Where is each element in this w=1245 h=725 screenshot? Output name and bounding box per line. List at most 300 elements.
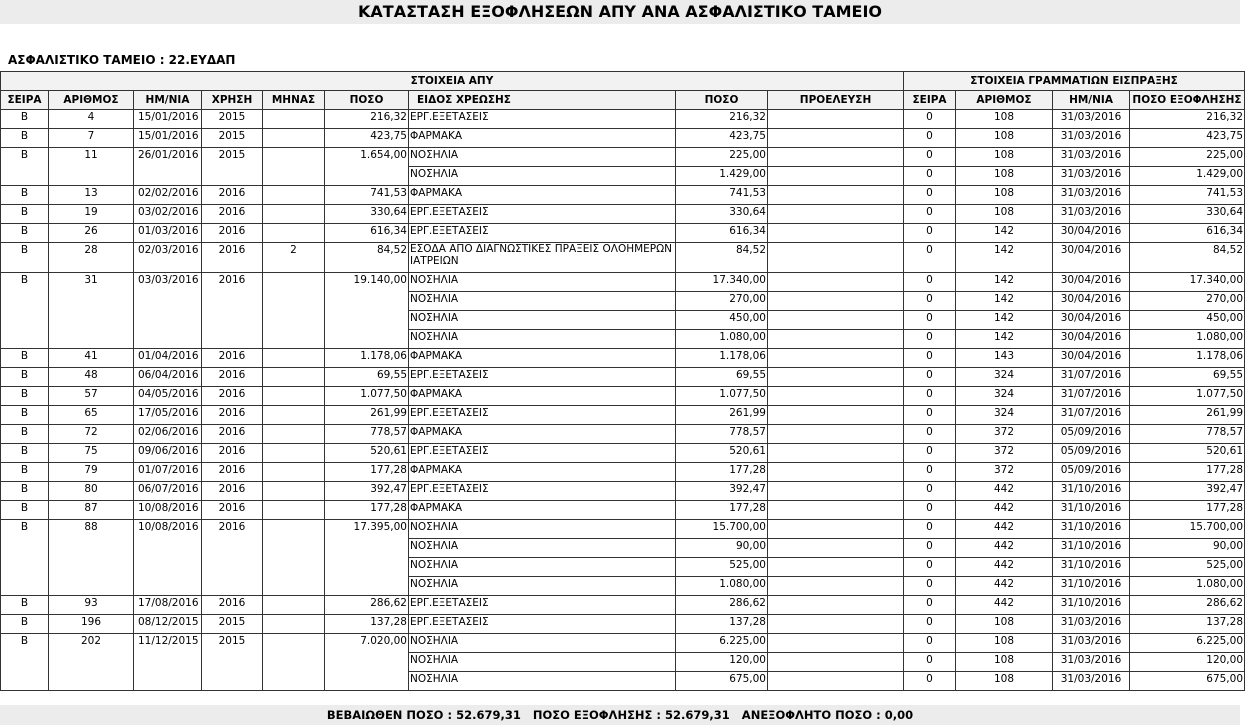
cell-line-amount: 330,64 (676, 205, 768, 224)
cell-origin (768, 520, 904, 539)
table-row (1, 129, 1245, 148)
cell-line-amount: 216,32 (676, 110, 768, 129)
cell-date: 06/07/2016 (134, 482, 202, 501)
cell-receipt-date: 31/03/2016 (1053, 615, 1130, 634)
cell-receipt-number: 108 (956, 653, 1053, 672)
cell-charge-type: ΕΡΓ.ΕΞΕΤΑΣΕΙΣ (409, 444, 676, 463)
cell-origin (768, 501, 904, 520)
cell-origin (768, 653, 904, 672)
cell-origin (768, 110, 904, 129)
cell-poso: 392,47 (325, 482, 409, 501)
cell-receipt-date: 31/03/2016 (1053, 653, 1130, 672)
cell-charge-type: ΕΡΓ.ΕΞΕΤΑΣΕΙΣ (409, 368, 676, 387)
cell-minas (263, 205, 325, 224)
cell-charge-type: ΕΣΟΔΑ ΑΠΟ ΔΙΑΓΝΩΣΤΙΚΕΣ ΠΡΑΞΕΙΣ ΟΛΟΗΜΕΡΩΝ ΙΑΤΡΕΙΩΝ (409, 243, 676, 273)
cell-arithmos: 7 (49, 129, 134, 148)
cell-receipt-date: 31/03/2016 (1053, 148, 1130, 167)
cell-seira: B (1, 596, 49, 615)
cell-arithmos: 4 (49, 110, 134, 129)
cell-receipt-date: 30/04/2016 (1053, 273, 1130, 292)
cell-minas (263, 615, 325, 634)
cell-minas (263, 349, 325, 368)
cell-line-amount: 6.225,00 (676, 634, 768, 653)
cell-receipt-seira: 0 (904, 425, 956, 444)
cell-origin (768, 672, 904, 691)
cell-seira: B (1, 425, 49, 444)
cell-origin (768, 482, 904, 501)
cell-paid-amount: 675,00 (1130, 672, 1245, 691)
col-header: ΠΟΣΟ (325, 91, 409, 110)
cell-receipt-seira: 0 (904, 558, 956, 577)
cell-origin (768, 349, 904, 368)
cell-paid-amount: 616,34 (1130, 224, 1245, 243)
cell-line-amount: 177,28 (676, 463, 768, 482)
cell-line-amount: 1.429,00 (676, 167, 768, 186)
cell-receipt-seira: 0 (904, 482, 956, 501)
cell-receipt-seira: 0 (904, 501, 956, 520)
cell-minas (263, 596, 325, 615)
group-header-apy: ΣΤΟΙΧΕΙΑ ΑΠΥ (1, 72, 904, 91)
cell-poso: 330,64 (325, 205, 409, 224)
cell-receipt-date: 31/10/2016 (1053, 577, 1130, 596)
cell-seira: B (1, 205, 49, 224)
cell-line-amount: 778,57 (676, 425, 768, 444)
cell-receipt-seira: 0 (904, 205, 956, 224)
cell-receipt-seira: 0 (904, 634, 956, 653)
table-row (1, 186, 1245, 205)
cell-line-amount: 741,53 (676, 186, 768, 205)
cell-date: 08/12/2015 (134, 615, 202, 634)
cell-minas (263, 501, 325, 520)
cell-receipt-date: 31/10/2016 (1053, 482, 1130, 501)
cell-xrisi: 2015 (202, 615, 263, 634)
cell-charge-type: ΕΡΓ.ΕΞΕΤΑΣΕΙΣ (409, 615, 676, 634)
cell-arithmos: 41 (49, 349, 134, 368)
cell-date: 06/04/2016 (134, 368, 202, 387)
cell-xrisi: 2016 (202, 243, 263, 273)
cell-minas (263, 520, 325, 596)
cell-poso: 1.077,50 (325, 387, 409, 406)
cell-line-amount: 616,34 (676, 224, 768, 243)
cell-charge-type: ΝΟΣΗΛΙΑ (409, 634, 676, 653)
cell-arithmos: 72 (49, 425, 134, 444)
cell-charge-type: ΝΟΣΗΛΙΑ (409, 539, 676, 558)
cell-line-amount: 423,75 (676, 129, 768, 148)
cell-receipt-seira: 0 (904, 539, 956, 558)
cell-paid-amount: 778,57 (1130, 425, 1245, 444)
cell-receipt-seira: 0 (904, 243, 956, 273)
cell-receipt-number: 108 (956, 129, 1053, 148)
cell-xrisi: 2016 (202, 482, 263, 501)
cell-xrisi: 2016 (202, 205, 263, 224)
cell-poso: 778,57 (325, 425, 409, 444)
cell-origin (768, 186, 904, 205)
col-header: ΠΟΣΟ ΕΞΟΦΛΗΣΗΣ (1130, 91, 1245, 110)
cell-arithmos: 28 (49, 243, 134, 273)
cell-line-amount: 1.178,06 (676, 349, 768, 368)
cell-receipt-seira: 0 (904, 596, 956, 615)
cell-xrisi: 2016 (202, 349, 263, 368)
cell-receipt-number: 142 (956, 273, 1053, 292)
cell-receipt-date: 31/03/2016 (1053, 167, 1130, 186)
table-row (1, 205, 1245, 224)
cell-receipt-date: 31/10/2016 (1053, 539, 1130, 558)
cell-receipt-date: 31/03/2016 (1053, 129, 1130, 148)
cell-minas (263, 425, 325, 444)
cell-poso: 741,53 (325, 186, 409, 205)
cell-seira: B (1, 186, 49, 205)
cell-minas: 2 (263, 243, 325, 273)
cell-date: 02/03/2016 (134, 243, 202, 273)
cell-xrisi: 2015 (202, 634, 263, 691)
paid-amount: ΠΟΣΟ ΕΞΟΦΛΗΣΗΣ : 52.679,31 (532, 708, 730, 722)
cell-receipt-date: 31/10/2016 (1053, 596, 1130, 615)
cell-paid-amount: 216,32 (1130, 110, 1245, 129)
cell-charge-type: ΕΡΓ.ΕΞΕΤΑΣΕΙΣ (409, 482, 676, 501)
cell-receipt-seira: 0 (904, 653, 956, 672)
cell-xrisi: 2016 (202, 387, 263, 406)
cell-origin (768, 634, 904, 653)
fund-label: ΑΣΦΑΛΙΣΤΙΚΟ ΤΑΜΕΙΟ : 22.ΕΥΔΑΠ (8, 53, 236, 67)
cell-receipt-date: 31/07/2016 (1053, 387, 1130, 406)
cell-origin (768, 463, 904, 482)
cell-receipt-number: 142 (956, 292, 1053, 311)
cell-date: 01/04/2016 (134, 349, 202, 368)
table-row (1, 349, 1245, 368)
cell-receipt-number: 108 (956, 205, 1053, 224)
cell-charge-type: ΕΡΓ.ΕΞΕΤΑΣΕΙΣ (409, 110, 676, 129)
cell-origin (768, 330, 904, 349)
cell-receipt-number: 324 (956, 406, 1053, 425)
cell-date: 03/03/2016 (134, 273, 202, 349)
cell-paid-amount: 270,00 (1130, 292, 1245, 311)
table-row (1, 634, 1245, 653)
cell-receipt-number: 142 (956, 224, 1053, 243)
cell-minas (263, 129, 325, 148)
cell-paid-amount: 177,28 (1130, 463, 1245, 482)
cell-arithmos: 196 (49, 615, 134, 634)
cell-date: 01/03/2016 (134, 224, 202, 243)
table-row (1, 273, 1245, 292)
cell-origin (768, 615, 904, 634)
cell-receipt-seira: 0 (904, 615, 956, 634)
cell-xrisi: 2016 (202, 186, 263, 205)
cell-line-amount: 675,00 (676, 672, 768, 691)
cell-receipt-number: 442 (956, 501, 1053, 520)
cell-charge-type: ΝΟΣΗΛΙΑ (409, 577, 676, 596)
col-header: ΗΜ/ΝΙΑ (1053, 91, 1130, 110)
cell-charge-type: ΦΑΡΜΑΚΑ (409, 129, 676, 148)
cell-receipt-number: 142 (956, 243, 1053, 273)
cell-receipt-date: 05/09/2016 (1053, 463, 1130, 482)
cell-paid-amount: 330,64 (1130, 205, 1245, 224)
cell-paid-amount: 69,55 (1130, 368, 1245, 387)
cell-poso: 177,28 (325, 463, 409, 482)
cell-origin (768, 167, 904, 186)
cell-line-amount: 177,28 (676, 501, 768, 520)
cell-poso: 261,99 (325, 406, 409, 425)
cell-charge-type: ΝΟΣΗΛΙΑ (409, 330, 676, 349)
cell-minas (263, 463, 325, 482)
cell-charge-type: ΝΟΣΗΛΙΑ (409, 148, 676, 167)
cell-xrisi: 2016 (202, 368, 263, 387)
cell-origin (768, 596, 904, 615)
cell-arithmos: 79 (49, 463, 134, 482)
cell-seira: B (1, 349, 49, 368)
cell-seira: B (1, 482, 49, 501)
cell-receipt-seira: 0 (904, 577, 956, 596)
cell-receipt-date: 30/04/2016 (1053, 224, 1130, 243)
col-header: ΠΡΟΕΛΕΥΣΗ (768, 91, 904, 110)
cell-poso: 520,61 (325, 444, 409, 463)
cell-paid-amount: 450,00 (1130, 311, 1245, 330)
cell-poso: 1.654,00 (325, 148, 409, 186)
cell-paid-amount: 17.340,00 (1130, 273, 1245, 292)
cell-receipt-seira: 0 (904, 463, 956, 482)
cell-seira: B (1, 273, 49, 349)
cell-minas (263, 273, 325, 349)
cell-minas (263, 387, 325, 406)
cell-origin (768, 387, 904, 406)
cell-minas (263, 406, 325, 425)
table-row (1, 463, 1245, 482)
cell-charge-type: ΝΟΣΗΛΙΑ (409, 653, 676, 672)
cell-paid-amount: 177,28 (1130, 501, 1245, 520)
cell-receipt-number: 108 (956, 672, 1053, 691)
cell-minas (263, 110, 325, 129)
cell-paid-amount: 1.080,00 (1130, 577, 1245, 596)
cell-date: 02/06/2016 (134, 425, 202, 444)
cell-origin (768, 243, 904, 273)
cell-receipt-date: 31/03/2016 (1053, 634, 1130, 653)
cell-charge-type: ΕΡΓ.ΕΞΕΤΑΣΕΙΣ (409, 596, 676, 615)
cell-paid-amount: 1.080,00 (1130, 330, 1245, 349)
cell-charge-type: ΦΑΡΜΑΚΑ (409, 463, 676, 482)
cell-line-amount: 17.340,00 (676, 273, 768, 292)
cell-charge-type: ΝΟΣΗΛΙΑ (409, 311, 676, 330)
cell-receipt-seira: 0 (904, 330, 956, 349)
cell-date: 17/08/2016 (134, 596, 202, 615)
cell-origin (768, 129, 904, 148)
cell-minas (263, 444, 325, 463)
cell-seira: B (1, 501, 49, 520)
cell-receipt-seira: 0 (904, 349, 956, 368)
table-row (1, 406, 1245, 425)
cell-receipt-date: 30/04/2016 (1053, 311, 1130, 330)
cell-poso: 177,28 (325, 501, 409, 520)
cell-receipt-number: 442 (956, 520, 1053, 539)
cell-paid-amount: 392,47 (1130, 482, 1245, 501)
cell-receipt-seira: 0 (904, 167, 956, 186)
cell-date: 15/01/2016 (134, 129, 202, 148)
cell-minas (263, 482, 325, 501)
cell-paid-amount: 1.077,50 (1130, 387, 1245, 406)
cell-seira: B (1, 463, 49, 482)
cell-receipt-number: 372 (956, 463, 1053, 482)
col-header: ΕΙΔΟΣ ΧΡΕΩΣΗΣ (409, 91, 676, 110)
cell-receipt-number: 108 (956, 634, 1053, 653)
cell-seira: B (1, 634, 49, 691)
cell-arithmos: 93 (49, 596, 134, 615)
cell-origin (768, 311, 904, 330)
cell-line-amount: 69,55 (676, 368, 768, 387)
cell-receipt-number: 442 (956, 577, 1053, 596)
table-row (1, 615, 1245, 634)
col-header: ΑΡΙΘΜΟΣ (49, 91, 134, 110)
table-row (1, 243, 1245, 273)
cell-date: 04/05/2016 (134, 387, 202, 406)
cell-receipt-seira: 0 (904, 444, 956, 463)
cell-receipt-date: 30/04/2016 (1053, 292, 1130, 311)
cell-minas (263, 186, 325, 205)
cell-charge-type: ΦΑΡΜΑΚΑ (409, 186, 676, 205)
table-row (1, 501, 1245, 520)
cell-receipt-number: 108 (956, 110, 1053, 129)
cell-xrisi: 2016 (202, 520, 263, 596)
cell-receipt-number: 372 (956, 444, 1053, 463)
cell-line-amount: 286,62 (676, 596, 768, 615)
cell-receipt-seira: 0 (904, 672, 956, 691)
cell-date: 09/06/2016 (134, 444, 202, 463)
cell-receipt-number: 142 (956, 311, 1053, 330)
table-row (1, 387, 1245, 406)
col-header: ΠΟΣΟ (676, 91, 768, 110)
cell-arithmos: 57 (49, 387, 134, 406)
cell-line-amount: 270,00 (676, 292, 768, 311)
cell-minas (263, 368, 325, 387)
cell-paid-amount: 137,28 (1130, 615, 1245, 634)
cell-receipt-date: 31/03/2016 (1053, 672, 1130, 691)
cell-line-amount: 1.080,00 (676, 577, 768, 596)
cell-receipt-number: 108 (956, 186, 1053, 205)
cell-poso: 7.020,00 (325, 634, 409, 691)
cell-paid-amount: 1.178,06 (1130, 349, 1245, 368)
confirmed-amount: ΒΕΒΑΙΩΘΕΝ ΠΟΣΟ : 52.679,31 (326, 708, 521, 722)
cell-line-amount: 84,52 (676, 243, 768, 273)
cell-poso: 423,75 (325, 129, 409, 148)
cell-receipt-number: 143 (956, 349, 1053, 368)
cell-seira: B (1, 444, 49, 463)
cell-date: 17/05/2016 (134, 406, 202, 425)
cell-receipt-number: 108 (956, 167, 1053, 186)
cell-seira: B (1, 368, 49, 387)
cell-receipt-date: 31/10/2016 (1053, 558, 1130, 577)
table-row (1, 110, 1245, 129)
cell-charge-type: ΝΟΣΗΛΙΑ (409, 672, 676, 691)
cell-receipt-date: 31/03/2016 (1053, 110, 1130, 129)
cell-receipt-date: 30/04/2016 (1053, 349, 1130, 368)
cell-origin (768, 205, 904, 224)
cell-arithmos: 202 (49, 634, 134, 691)
cell-xrisi: 2016 (202, 224, 263, 243)
cell-arithmos: 11 (49, 148, 134, 186)
cell-paid-amount: 120,00 (1130, 653, 1245, 672)
cell-line-amount: 15.700,00 (676, 520, 768, 539)
cell-receipt-seira: 0 (904, 129, 956, 148)
cell-date: 02/02/2016 (134, 186, 202, 205)
cell-poso: 17.395,00 (325, 520, 409, 596)
cell-arithmos: 80 (49, 482, 134, 501)
cell-charge-type: ΕΡΓ.ΕΞΕΤΑΣΕΙΣ (409, 205, 676, 224)
cell-receipt-number: 442 (956, 558, 1053, 577)
cell-receipt-seira: 0 (904, 273, 956, 292)
table-row (1, 425, 1245, 444)
cell-paid-amount: 15.700,00 (1130, 520, 1245, 539)
cell-origin (768, 273, 904, 292)
col-header: ΣΕΙΡΑ (904, 91, 956, 110)
cell-arithmos: 31 (49, 273, 134, 349)
cell-xrisi: 2016 (202, 463, 263, 482)
cell-receipt-seira: 0 (904, 368, 956, 387)
cell-charge-type: ΦΑΡΜΑΚΑ (409, 349, 676, 368)
cell-receipt-seira: 0 (904, 292, 956, 311)
cell-line-amount: 1.080,00 (676, 330, 768, 349)
cell-receipt-date: 30/04/2016 (1053, 243, 1130, 273)
cell-xrisi: 2016 (202, 501, 263, 520)
table-row (1, 224, 1245, 243)
cell-xrisi: 2016 (202, 406, 263, 425)
cell-paid-amount: 225,00 (1130, 148, 1245, 167)
cell-receipt-seira: 0 (904, 148, 956, 167)
table-row (1, 444, 1245, 463)
cell-xrisi: 2016 (202, 425, 263, 444)
cell-paid-amount: 90,00 (1130, 539, 1245, 558)
cell-origin (768, 539, 904, 558)
cell-charge-type: ΝΟΣΗΛΙΑ (409, 273, 676, 292)
cell-receipt-number: 108 (956, 615, 1053, 634)
cell-origin (768, 558, 904, 577)
cell-arithmos: 13 (49, 186, 134, 205)
cell-paid-amount: 525,00 (1130, 558, 1245, 577)
cell-origin (768, 425, 904, 444)
cell-charge-type: ΦΑΡΜΑΚΑ (409, 387, 676, 406)
cell-line-amount: 261,99 (676, 406, 768, 425)
cell-line-amount: 225,00 (676, 148, 768, 167)
table-row (1, 596, 1245, 615)
cell-minas (263, 634, 325, 691)
cell-origin (768, 406, 904, 425)
cell-minas (263, 224, 325, 243)
cell-charge-type: ΦΑΡΜΑΚΑ (409, 501, 676, 520)
cell-receipt-number: 442 (956, 539, 1053, 558)
cell-seira: B (1, 520, 49, 596)
cell-poso: 616,34 (325, 224, 409, 243)
cell-poso: 137,28 (325, 615, 409, 634)
cell-seira: B (1, 224, 49, 243)
payments-table (0, 71, 1245, 691)
cell-line-amount: 520,61 (676, 444, 768, 463)
cell-arithmos: 75 (49, 444, 134, 463)
cell-date: 03/02/2016 (134, 205, 202, 224)
cell-charge-type: ΝΟΣΗΛΙΑ (409, 167, 676, 186)
cell-receipt-date: 31/07/2016 (1053, 368, 1130, 387)
col-header: ΜΗΝΑΣ (263, 91, 325, 110)
cell-charge-type: ΕΡΓ.ΕΞΕΤΑΣΕΙΣ (409, 224, 676, 243)
cell-paid-amount: 261,99 (1130, 406, 1245, 425)
cell-receipt-seira: 0 (904, 110, 956, 129)
cell-receipt-number: 372 (956, 425, 1053, 444)
cell-paid-amount: 520,61 (1130, 444, 1245, 463)
cell-poso: 19.140,00 (325, 273, 409, 349)
cell-origin (768, 224, 904, 243)
cell-date: 26/01/2016 (134, 148, 202, 186)
cell-poso: 84,52 (325, 243, 409, 273)
table-row (1, 482, 1245, 501)
cell-receipt-date: 31/10/2016 (1053, 520, 1130, 539)
cell-line-amount: 450,00 (676, 311, 768, 330)
cell-charge-type: ΝΟΣΗΛΙΑ (409, 520, 676, 539)
cell-receipt-number: 324 (956, 387, 1053, 406)
